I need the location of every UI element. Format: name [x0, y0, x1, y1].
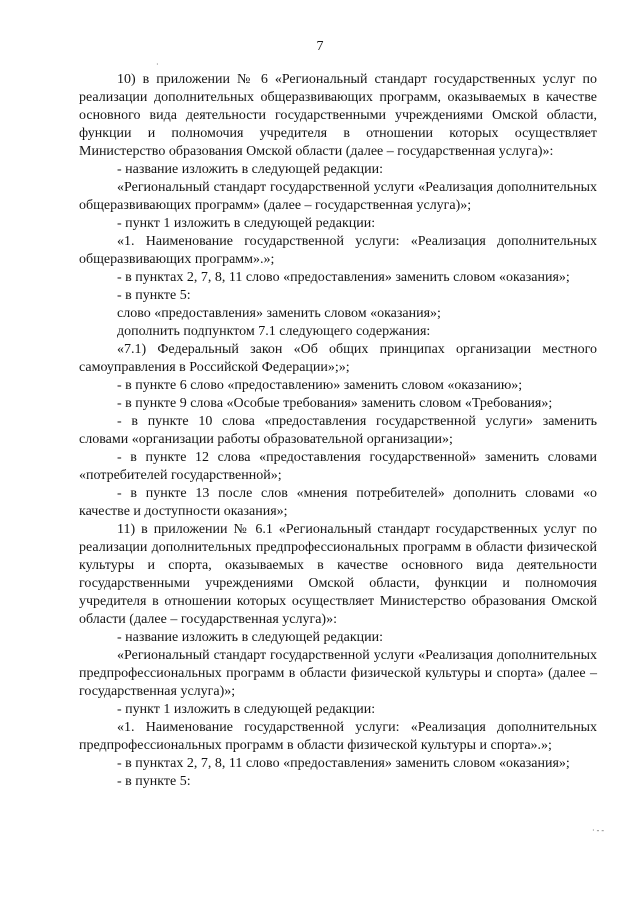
- paragraph-item-10: 10) в приложении № 6 «Региональный стандарт государственных услуг по реализации дополнительных общеразвивающих программ, оказываемых в качестве основного вида деятельности государственными учреждениями Омской области, функции и полномочия учредителя в отношении которых осуществляет Министерство образования Омской области (далее – государственная услуга)»:: [79, 72, 597, 159]
- paragraph-point6: - в пункте 6 слово «предоставлению» заменить словом «оказанию»;: [117, 378, 523, 393]
- paragraph-title-change-2: - название изложить в следующей редакции:: [117, 630, 384, 645]
- paragraph-item-11: 11) в приложении № 6.1 «Региональный стандарт государственных услуг по реализации дополнительных предпрофессиональных программ в области физической культуры и спорта, оказываемых в качестве основного вида деятельности государственными учреждениями Омской области, функции и полномочия учредителя в отношении которых осуществляет Министерство образования Омской области (далее – государственная услуга)»:: [79, 522, 597, 627]
- paragraph-new-title-2: «Региональный стандарт государственной услуги «Реализация дополнительных предпрофессиональных программ в области физической культуры и спорта» (далее – государственная услуга)»;: [79, 648, 597, 699]
- scan-mark: · ‐ ‐: [592, 826, 604, 835]
- paragraph-new-title: «Региональный стандарт государственной услуги «Реализация дополнительных общеразвивающих программ» (далее – государственная услуга)»;: [79, 180, 597, 213]
- paragraph-point1-text: «1. Наименование государственной услуги: «Реализация дополнительных общеразвивающих программ».»;: [79, 234, 597, 267]
- paragraph-title-change: - название изложить в следующей редакции:: [117, 162, 384, 177]
- paragraph-point12: - в пункте 12 слова «предоставления государственной» заменить словами «потребителей государственной»;: [79, 450, 597, 483]
- paragraph-word-replace: слово «предоставления» заменить словом «оказания»;: [117, 306, 441, 321]
- scan-mark: ·: [156, 60, 159, 69]
- paragraph-point1-text-2: «1. Наименование государственной услуги: «Реализация дополнительных предпрофессиональных программ в области физической культуры и спорта».»;: [79, 720, 597, 753]
- paragraph-point5: - в пункте 5:: [117, 288, 191, 303]
- paragraph-point1-change: - пункт 1 изложить в следующей редакции:: [117, 216, 376, 231]
- paragraph-point13: - в пункте 13 после слов «мнения потребителей» дополнить словами «о качестве и доступности оказания»;: [79, 486, 597, 519]
- document-body: [79, 71, 597, 791]
- page-number: 7: [316, 39, 324, 54]
- paragraph-points-2-7-8-11-b: - в пунктах 2, 7, 8, 11 слово «предоставления» заменить словом «оказания»;: [117, 756, 570, 771]
- paragraph-add-7-1: дополнить подпунктом 7.1 следующего содержания:: [117, 324, 431, 339]
- paragraph-points-2-7-8-11: - в пунктах 2, 7, 8, 11 слово «предоставления» заменить словом «оказания»;: [117, 270, 570, 285]
- paragraph-point1-change-2: - пункт 1 изложить в следующей редакции:: [117, 702, 376, 717]
- paragraph-point5-b: - в пункте 5:: [117, 774, 191, 789]
- paragraph-7-1-text: «7.1) Федеральный закон «Об общих принципах организации местного самоуправления в Российской Федерации»;»;: [79, 342, 597, 375]
- paragraph-point9: - в пункте 9 слова «Особые требования» заменить словом «Требования»;: [117, 396, 553, 411]
- paragraph-point10: - в пункте 10 слова «предоставления государственной услуги» заменить словами «организации работы образовательной организации»;: [79, 414, 597, 447]
